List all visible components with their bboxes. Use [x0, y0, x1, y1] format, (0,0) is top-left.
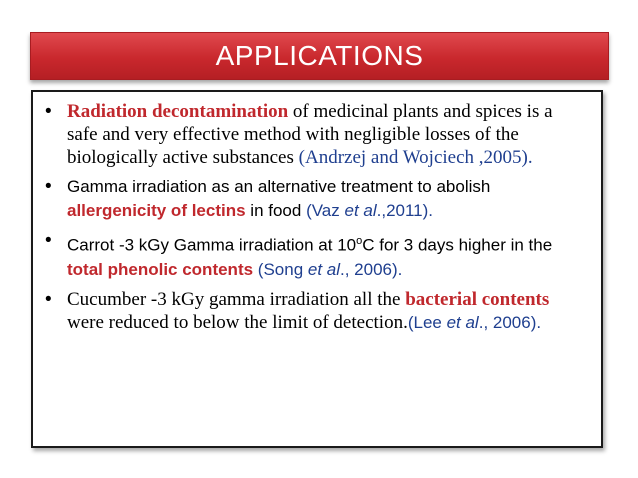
- bullet-text: Gamma irradiation as an alternative treatment to abolish: [67, 177, 491, 196]
- highlight-term: total phenolic contents: [67, 259, 254, 279]
- bullet-item-1: [41, 100, 587, 169]
- highlight-term: allergenicity of lectins: [67, 201, 246, 220]
- highlight-term: Radiation decontamination: [67, 101, 289, 122]
- bullet-list: [33, 92, 601, 335]
- citation: (Song et al., 2006).: [253, 259, 403, 279]
- bullet-item-4: [41, 288, 587, 335]
- bullet-dot-icon: •: [45, 176, 52, 197]
- degree-symbol: o: [356, 235, 363, 247]
- bullet-item-3: [41, 229, 587, 282]
- highlight-term: bacterial contents: [405, 288, 550, 310]
- citation: (Lee et al., 2006).: [407, 312, 542, 332]
- citation: (Andrzej and Wojciech ,2005).: [298, 147, 533, 168]
- bullet-dot-icon: •: [45, 230, 52, 251]
- title-banner: [30, 32, 609, 80]
- content-box: [31, 90, 603, 448]
- bullet-text: were reduced to below the limit of detection.: [67, 311, 408, 333]
- citation: (Vaz et al.,2011).: [306, 201, 434, 220]
- page-title: APPLICATIONS: [215, 40, 424, 71]
- bullet-dot-icon: •: [45, 101, 52, 122]
- bullet-dot-icon: •: [45, 288, 52, 310]
- bullet-text: Carrot -3 kGy Gamma irradiation at 10: [67, 235, 357, 255]
- bullet-text: of medicinal plants and spices is a safe and very effective method with negligible losses of the biologically active substances: [67, 101, 553, 168]
- bullet-text: in food: [245, 201, 307, 220]
- bullet-text: Cucumber -3 kGy gamma irradiation all the: [67, 288, 406, 310]
- bullet-text: C for 3 days higher in the: [362, 235, 553, 255]
- bullet-item-2: [41, 175, 587, 223]
